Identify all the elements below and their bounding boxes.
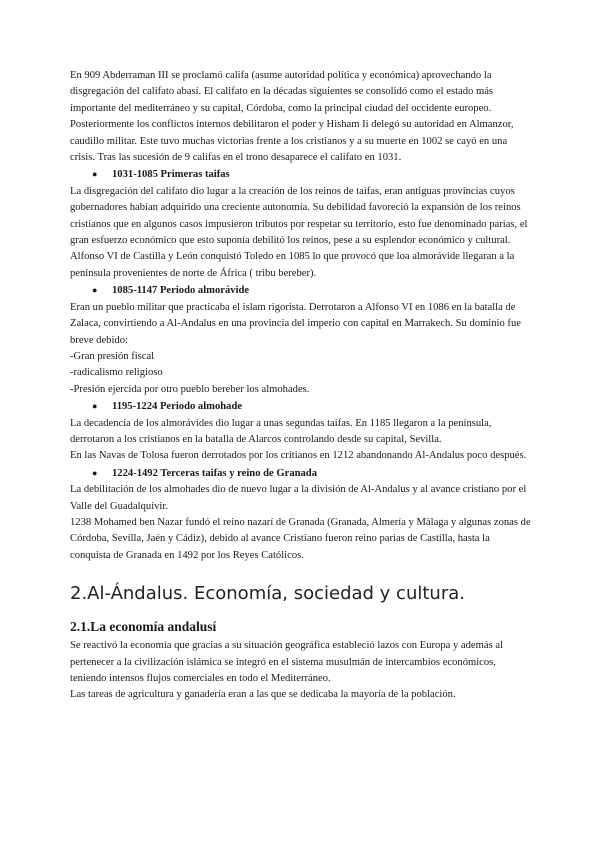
paragraph-economia: Se reactivó la economía que gracias a su situación geográfica estableció lazos con Europa y además al pertenecer a la civilización islámica se integró en el sistema musulmán de intercambios económicos, teniendo intensos flujos comerciales en todo el Mediterráneo. [70, 640, 503, 684]
bullet-label: 1085-1147 Periodo almorávide [112, 285, 250, 297]
paragraph-agricultura: Las tareas de agricultura y ganadería eran a las que se dedicaba la mayoría de la población. [70, 689, 456, 701]
paragraph-almohades: La decadencia de los almorávides dio lugar a unas segundas taifas. En 1185 llegaron a la península, derrotaron a los cristianos en la batalla de Alarcos controlando desde su capital, Sevilla. [70, 417, 492, 445]
subsection-heading: 2.1.La economía andalusí [70, 619, 217, 635]
bullet-primeras-taifas [70, 166, 532, 183]
list-item: -Gran presión fiscal [70, 350, 155, 362]
paragraph-califato: En 909 Abderraman III se proclamó califa (asume autoridad política y económica) aprovechando la disgregación del califato abasí. El califato en la décadas siguientes se consolidó como el estado más importante del mediterráneo y su capital, Córdoba, como la principal ciudad del occidente europeo. Posteriormente los conflictos internos debilitaron el poder y Hisham Ii delegó su autoridad en Almanzor, caudillo militar. Este tuvo muchas victorias frente a los cristianos y a su muerte en 1002 se cayó en una crisis. Tras las sucesión de 9 califas en el trono desaparece el califato en 1031. [70, 70, 514, 164]
bullet-dot-icon: ● [92, 467, 98, 478]
paragraph-almoravides: Eran un pueblo militar que practicaba el islam rigorista. Derrotaron a Alfonso VI en 1086 en la batalla de Zalaca, convirtiendo a Al-Andalus en una provincia del imperio con capital en Marrakech. Su dominio fue breve debido: [70, 301, 521, 346]
bullet-dot-icon: ● [92, 169, 98, 180]
section-heading: 2.Al-Ándalus. Economía, sociedad y cultura. [70, 583, 465, 605]
bullet-label: 1031-1085 Primeras taifas [112, 169, 230, 181]
paragraph-alfonso: Alfonso VI de Castilla y León conquistó Toledo en 1085 lo que provocó que loa almorávide llegaran a la península provenientes de norte de África ( tribu bereber). [70, 251, 515, 279]
bullet-almoravide [70, 282, 532, 299]
bullet-dot-icon: ● [92, 401, 98, 412]
bullet-dot-icon: ● [92, 285, 98, 296]
bullet-terceras-taifas [70, 465, 532, 482]
list-item: -Presión ejercida por otro pueblo bereber los almohades. [70, 383, 310, 395]
list-item: -radicalismo religioso [70, 367, 163, 379]
paragraph-taifas: La disgregación del califato dio lugar a la creación de los reinos de taifas, eran antiguas provincias cuyos gobernadores habían adquirido una creciente autonomía. Su debilidad favoreció la expansión de los reinos cristianos que en algunos casos impusieron tributos por respetar su territorio, esto fue denominado parias, el gran esfuerzo económico que esto suponía debilitó los reinos, pese a su esplendor económico y cultural. [70, 185, 528, 247]
bullet-label: 1195-1224 Periodo almohade [112, 401, 243, 413]
paragraph-granada: 1238 Mohamed ben Nazar fundó el reino nazarí de Granada (Granada, Almería y Málaga y algunas zonas de Córdoba, Sevilla, Jaén y Cádiz), debido al avance Cristiano fueron reino parias de Castilla, hasta la conquista de Granada en 1492 por los Reyes Católicos. [70, 516, 531, 561]
document-body [70, 68, 532, 704]
bullet-label: 1224-1492 Terceras taifas y reino de Granada [112, 467, 317, 479]
paragraph-navas-tolosa: En las Navas de Tolosa fueron derrotados por los critianos en 1212 abandonando Al-Andalus poco después. [70, 450, 527, 462]
bullet-almohade [70, 398, 532, 415]
paragraph-debilitacion: La debilitación de los almohades dio de nuevo lugar a la división de Al-Andalus y al avance cristiano por el Valle del Guadalquivir. [70, 484, 527, 512]
